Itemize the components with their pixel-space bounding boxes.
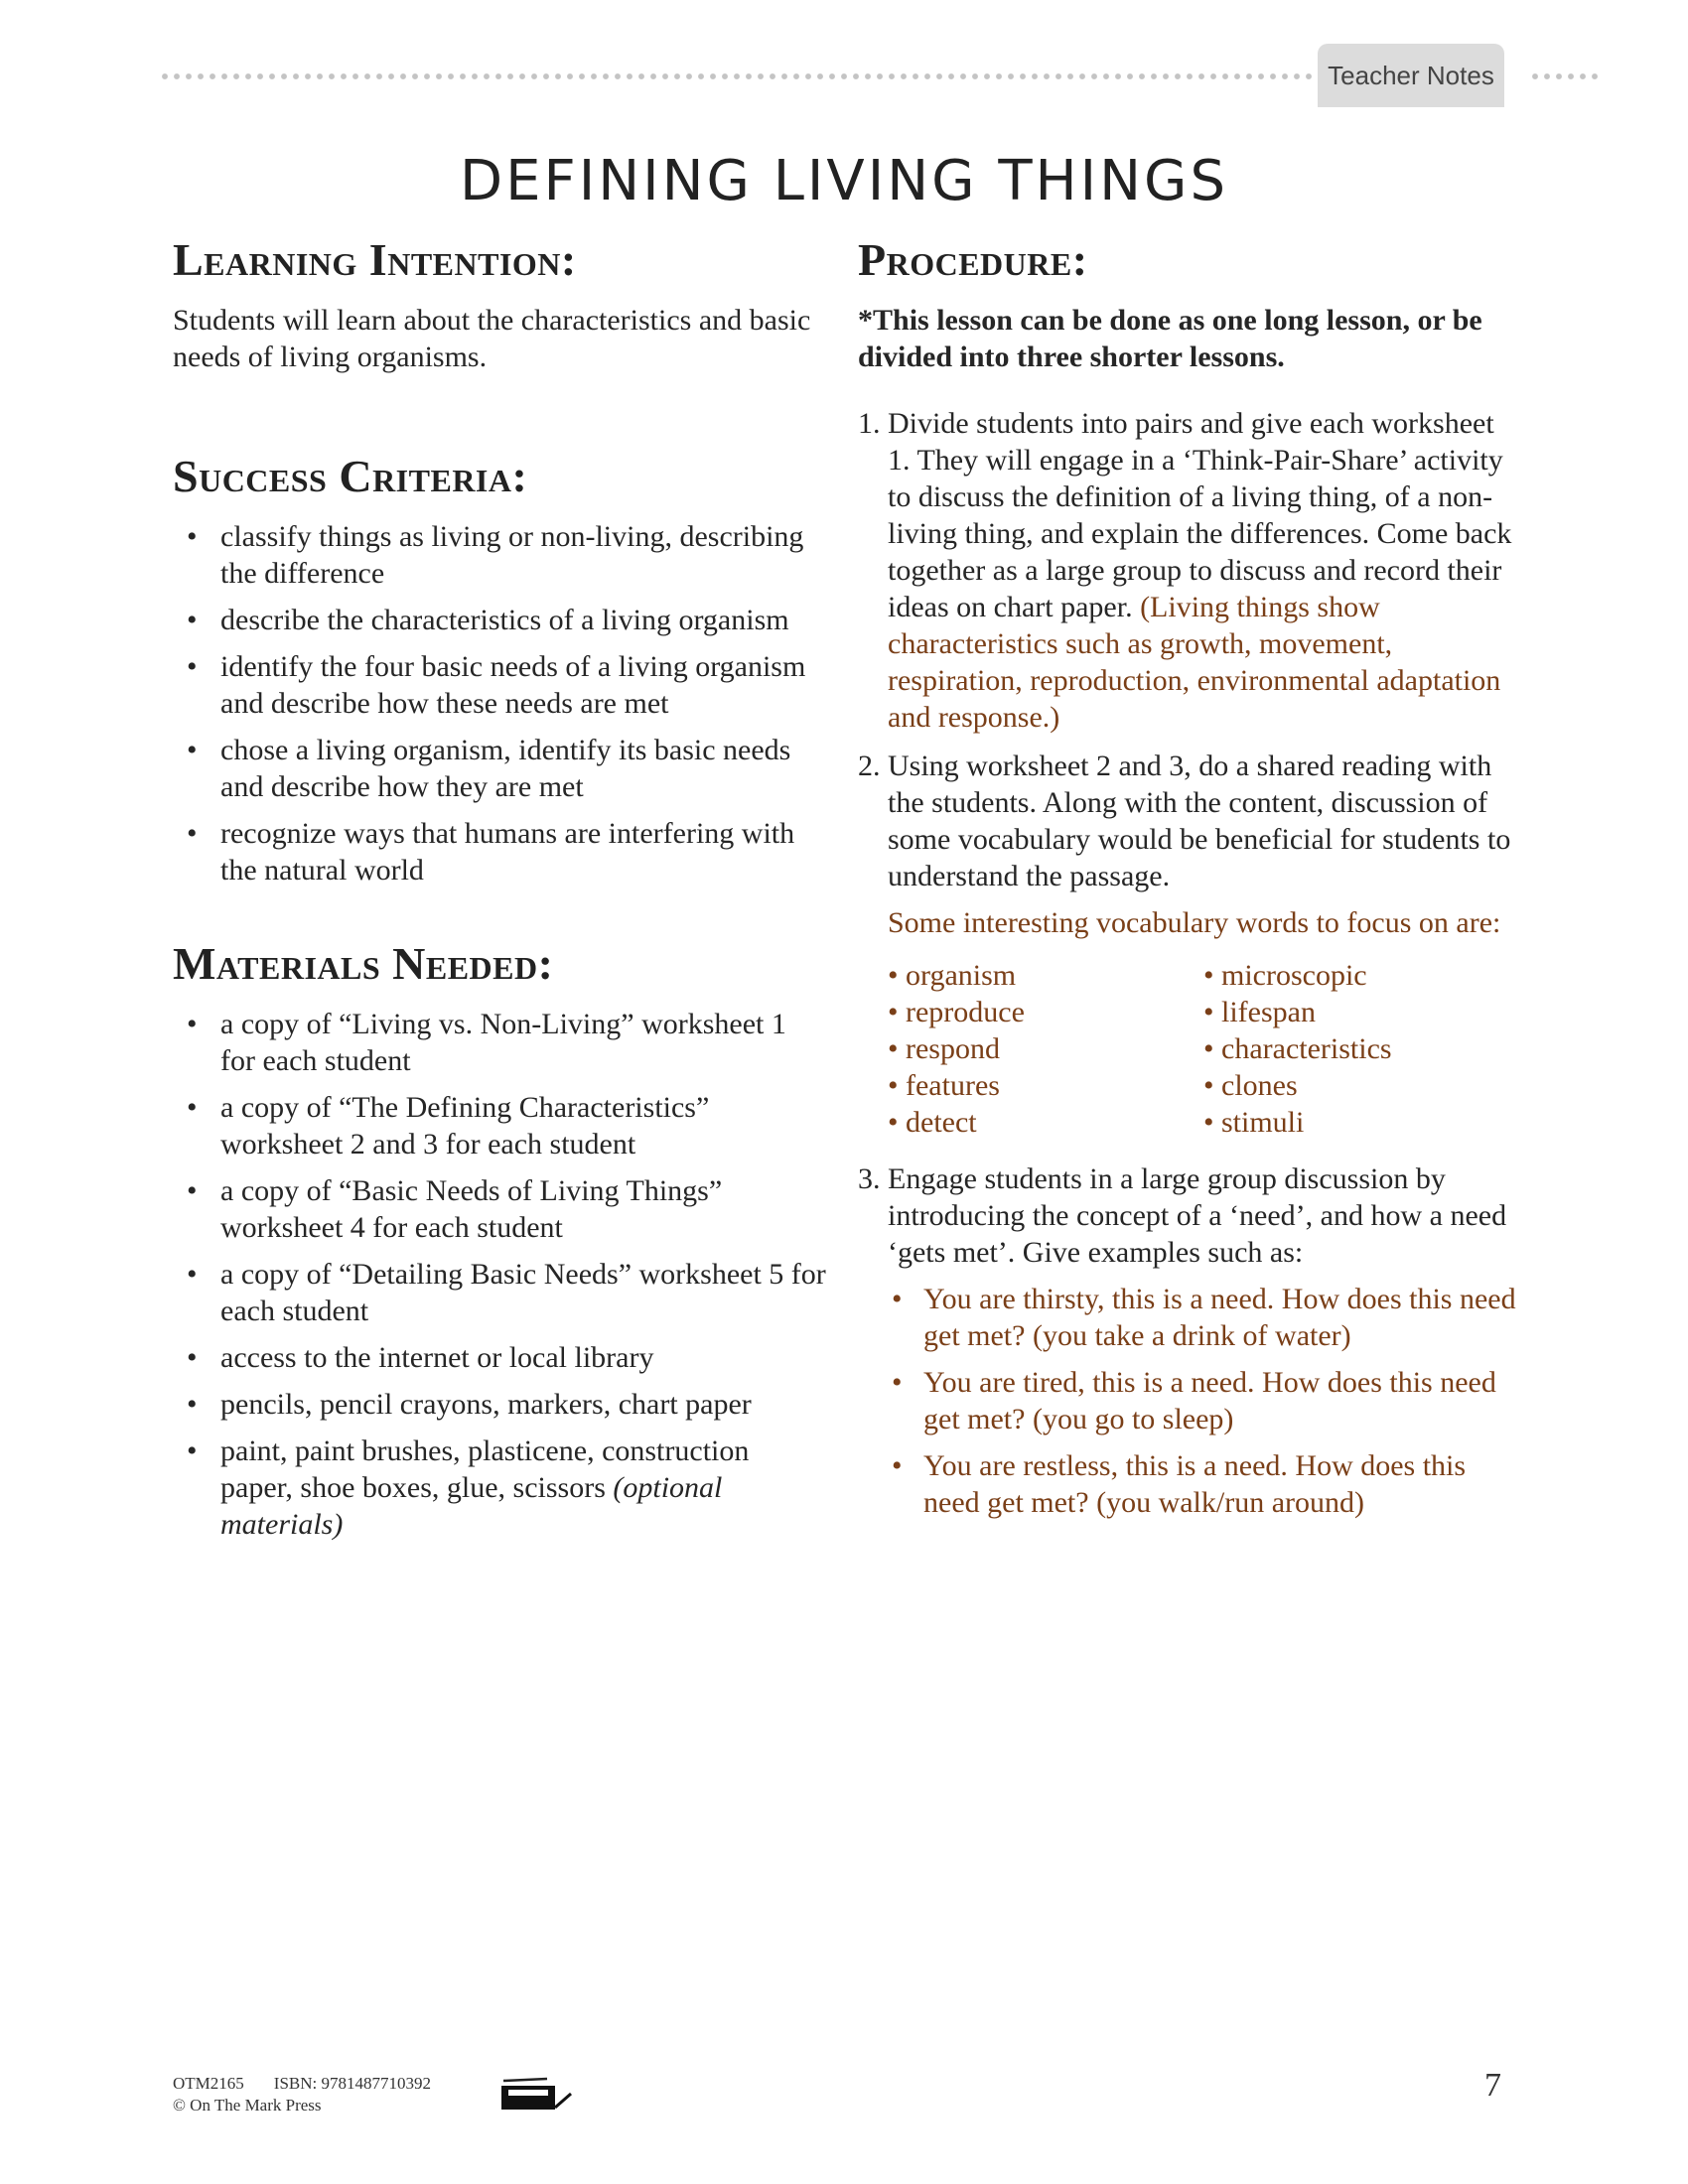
procedure-steps (858, 405, 1523, 1521)
list-item: • You are tired, this is a need. How does this need get met? (you go to sleep) (888, 1364, 1523, 1437)
vocabulary-word: • reproduce (888, 996, 1025, 1028)
publisher-logo-icon (499, 2075, 575, 2115)
list-item: • a copy of “Living vs. Non-Living” worksheet 1 for each student (173, 1006, 828, 1079)
vocabulary-column-2 (1203, 957, 1519, 1141)
learning-intention-heading: Learning Intention: (173, 234, 577, 285)
list-item: • identify the four basic needs of a living organism and describe how these needs are met (173, 648, 828, 722)
page-title: DEFINING LIVING THINGS (459, 149, 1228, 213)
vocabulary-word: • clones (1203, 1069, 1298, 1102)
copyright: © On The Mark Press (173, 2096, 322, 2115)
header-dotted-rule-right (1529, 72, 1601, 80)
vocabulary-word: • lifespan (1203, 996, 1316, 1028)
materials-heading: Materials Needed: (173, 938, 554, 989)
isbn: ISBN: 9781487710392 (273, 2074, 431, 2093)
list-item: • classify things as living or non-living, describing the difference (173, 518, 828, 592)
list-item: • a copy of “Detailing Basic Needs” worksheet 5 for each student (173, 1256, 828, 1329)
list-item: • a copy of “The Defining Characteristics” worksheet 2 and 3 for each student (173, 1089, 828, 1162)
materials-list (173, 1006, 828, 1543)
vocabulary-word: • stimuli (1203, 1106, 1305, 1139)
step-text: Engage students in a large group discussion by introducing the concept of a ‘need’, and how a need ‘gets met’. Give examples such as: (888, 1162, 1507, 1269)
left-column (173, 228, 828, 1553)
vocabulary-word: • features (888, 1069, 1000, 1102)
list-item: • You are thirsty, this is a need. How does this need get met? (you take a drink of water) (888, 1281, 1523, 1354)
learning-intention-section (173, 228, 828, 375)
vocabulary-column-1 (888, 957, 1203, 1141)
vocabulary-intro: Some interesting vocabulary words to focus on are: (888, 906, 1501, 939)
teacher-notes-tab: Teacher Notes (1318, 44, 1504, 107)
step-number: 1. (858, 407, 881, 440)
vocabulary-word: • detect (888, 1106, 977, 1139)
product-code: OTM2165 (173, 2074, 244, 2093)
step-text: Using worksheet 2 and 3, do a shared reading with the students. Along with the content, discussion of some vocabulary would be beneficial for students to understand the passage. (888, 750, 1511, 892)
list-item: • chose a living organism, identify its basic needs and describe how they are met (173, 732, 828, 805)
procedure-heading: Procedure: (858, 234, 1088, 285)
success-criteria-list (173, 518, 828, 888)
list-item: • a copy of “Basic Needs of Living Things” worksheet 4 for each student (173, 1172, 828, 1246)
procedure-step-3 (858, 1160, 1523, 1521)
vocabulary-word: • microscopic (1203, 959, 1367, 992)
step-answer: (Living things show characteristics such as growth, movement, respiration, reproduction, environmental adaptation and response.) (888, 591, 1501, 734)
vocabulary-word: • organism (888, 959, 1017, 992)
header-dotted-rule-left (159, 72, 1315, 80)
step-text: Divide students into pairs and give each worksheet 1. They will engage in a ‘Think-Pair-Share’ activity to discuss the definition of a living thing, of a non-living thing, and explain the differences. Come back together as a large group to discuss and record their ideas on chart paper. (888, 407, 1512, 623)
materials-section (173, 932, 828, 1543)
list-item-optional-materials (173, 1433, 828, 1543)
need-examples-list (888, 1281, 1523, 1521)
procedure-note: *This lesson can be done as one long lesson, or be divided into three shorter lessons. (858, 304, 1482, 373)
procedure-step-2 (858, 748, 1523, 1141)
footer-publication-info (173, 2073, 431, 2116)
procedure-step-1 (858, 405, 1523, 736)
list-item: • pencils, pencil crayons, markers, chart paper (173, 1386, 828, 1423)
list-item: • describe the characteristics of a living organism (173, 602, 828, 638)
list-item-text: paint, paint brushes, plasticene, construction paper, shoe boxes, glue, scissors (220, 1434, 750, 1504)
step-number: 2. (858, 750, 881, 782)
success-criteria-section (173, 445, 828, 888)
list-item: • access to the internet or local library (173, 1339, 828, 1376)
step-number: 3. (858, 1162, 881, 1195)
learning-intention-text: Students will learn about the characteristics and basic needs of living organisms. (173, 304, 811, 373)
list-item: • You are restless, this is a need. How does this need get met? (you walk/run around) (888, 1447, 1523, 1521)
success-criteria-heading: Success Criteria: (173, 451, 528, 501)
right-column (858, 228, 1523, 1533)
optional-materials-note: (optional materials) (220, 1471, 723, 1541)
vocabulary-word: • respond (888, 1032, 1000, 1065)
list-item: • recognize ways that humans are interfering with the natural world (173, 815, 828, 888)
vocabulary-list (888, 957, 1523, 1141)
vocabulary-word: • characteristics (1203, 1032, 1392, 1065)
page-number: 7 (1484, 2067, 1501, 2104)
